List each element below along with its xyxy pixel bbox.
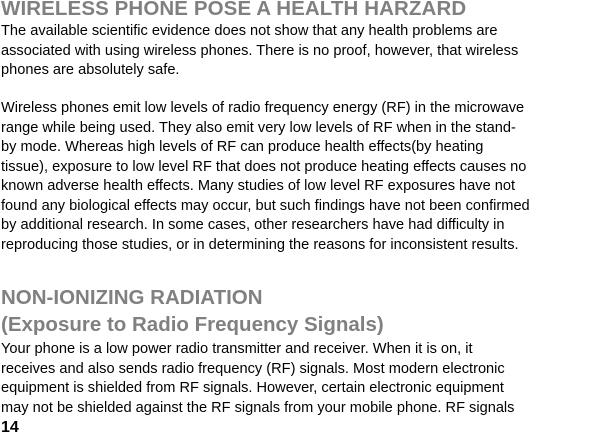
text-line: found any biological effects may occur, but such findings have not been confirmed	[1, 197, 530, 214]
text-line: by additional research. In some cases, other researchers have had difficulty in	[1, 217, 505, 233]
section-heading-health-hazard: WIRELESS PHONE POSE A HEALTH HARZARD	[1, 0, 467, 20]
text-line: range while being used. They also emit very low levels of RF when in the stand-	[1, 119, 516, 136]
paragraph-rf-energy	[1, 99, 601, 255]
text-line: reproducing those studies, or in determining the reasons for inconsistent results.	[1, 236, 519, 253]
page-number: 14	[1, 419, 19, 436]
text-line: receives and also sends radio frequency (RF) signals. Most modern electronic	[1, 360, 505, 377]
text-line: The available scientific evidence does not show that any health problems are	[1, 23, 498, 39]
text-line: phones are absolutely safe.	[1, 62, 180, 78]
text-line: Wireless phones emit low levels of radio frequency energy (RF) in the microwave	[1, 100, 525, 116]
paragraph-scientific-evidence	[1, 22, 601, 81]
text-line: may not be shielded against the RF signals from your mobile phone. RF signals	[1, 399, 515, 416]
section-heading-non-ionizing: NON-IONIZING RADIATION	[1, 286, 263, 309]
text-line: known adverse health effects. Many studies of low level RF exposures have not	[1, 178, 516, 194]
text-line: tissue), exposure to low level RF that does not produce heating effects causes no	[1, 158, 527, 175]
paragraph-phone-transmitter	[1, 340, 601, 418]
text-line: associated with using wireless phones. There is no proof, however, that wireless	[1, 42, 519, 59]
text-line: Your phone is a low power radio transmitter and receiver. When it is on, it	[1, 341, 473, 357]
section-subheading-rf-exposure: (Exposure to Radio Frequency Signals)	[1, 313, 384, 336]
text-line: by mode. Whereas high levels of RF can produce health effects(by heating	[1, 139, 484, 155]
text-line: equipment is shielded from RF signals. However, certain electronic equipment	[1, 380, 504, 396]
